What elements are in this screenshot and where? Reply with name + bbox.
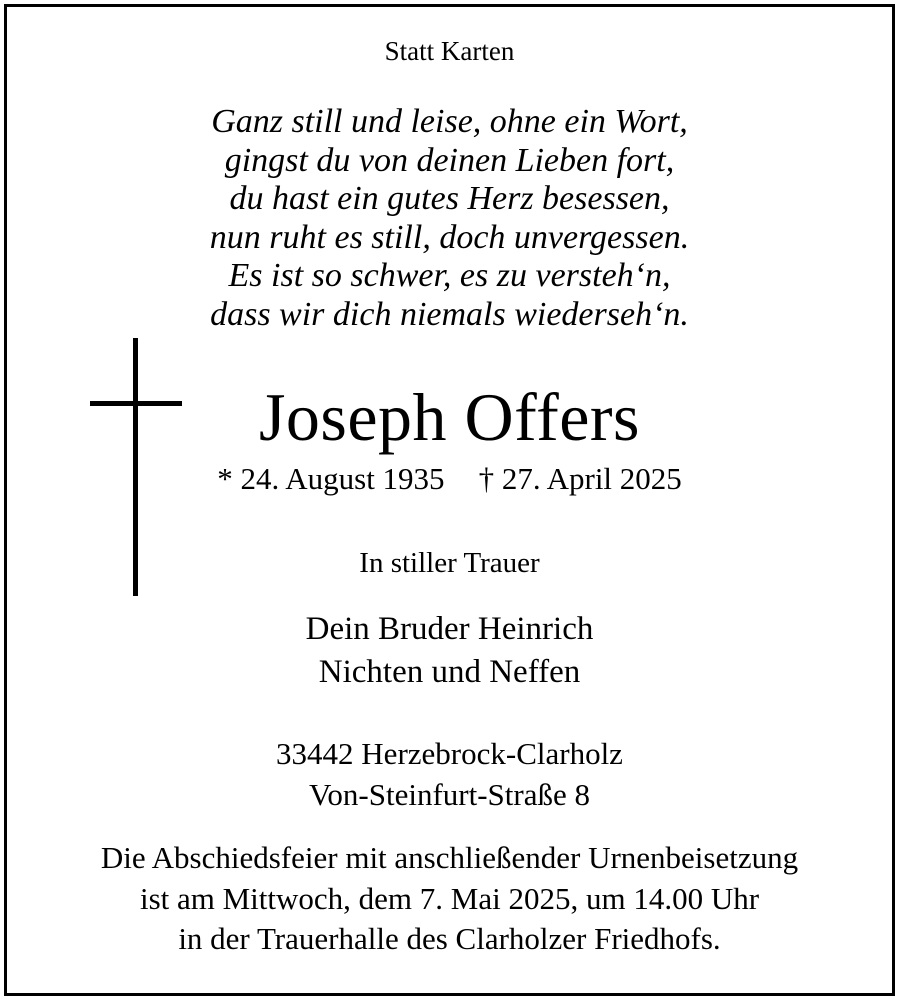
deceased-name: Joseph Offers [258, 379, 641, 455]
poem [0, 103, 899, 335]
family-line: Nichten und Neffen [318, 654, 581, 690]
family-line: Dein Bruder Heinrich [305, 611, 594, 647]
family-list [0, 608, 899, 694]
header-text: Statt Karten [384, 36, 515, 66]
life-dates [0, 463, 899, 494]
address [0, 733, 899, 815]
poem-line: Ganz still und leise, ohne ein Wort, [211, 103, 688, 140]
poem-line: nun ruht es still, doch unvergessen. [209, 218, 690, 256]
ceremony-line: Die Abschiedsfeier mit anschließender Urnenbeisetzung [100, 840, 799, 875]
poem-line: du hast ein gutes Herz besessen, [229, 180, 670, 218]
mourning-text: In stiller Trauer [359, 547, 540, 579]
ceremony-info [0, 838, 899, 960]
birth-date: * 24. August 1935 [217, 461, 445, 496]
ceremony-line: in der Trauerhalle des Clarholzer Friedhofs. [178, 921, 721, 956]
death-date: † 27. April 2025 [478, 461, 682, 496]
poem-line: Es ist so schwer, es zu versteh‘n, [228, 257, 671, 295]
ceremony-line: ist am Mittwoch, dem 7. Mai 2025, um 14.00 Uhr [139, 880, 760, 916]
address-street: Von-Steinfurt-Straße 8 [309, 777, 590, 812]
poem-line: gingst du von deinen Lieben fort, [224, 141, 675, 179]
address-city: 33442 Herzebrock-Clarholz [276, 736, 623, 771]
poem-line: dass wir dich niemals wiederseh‘n. [210, 295, 689, 333]
